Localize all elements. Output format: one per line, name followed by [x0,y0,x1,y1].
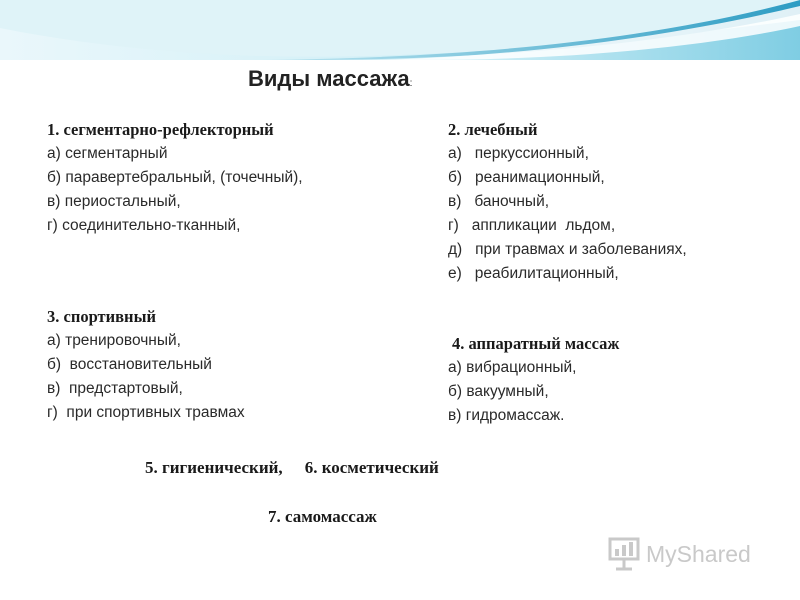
section-heading: 1. сегментарно-рефлекторный [47,120,274,139]
chart-board-icon [608,537,640,571]
list-item: е) реабилитационный, [448,265,619,282]
list-item: а) сегментарный [47,145,168,162]
section-sport [47,305,245,425]
list-item: г) при спортивных травмах [47,404,245,421]
hygienic-cosmetic-line [145,458,439,478]
list-item: г) аппликации льдом, [448,217,616,234]
list-item: а) перкуссионный, [448,145,589,162]
list-item: в) баночный, [448,193,550,210]
list-item: г) соединительно-тканный, [47,217,241,234]
list-item: в) периостальный, [47,193,181,210]
list-item: б) реанимационный, [448,169,605,186]
section-therapeutic [448,118,687,286]
section-heading: 2. лечебный [448,120,538,139]
list-item: б) паравертебральный, (точечный), [47,169,303,186]
list-item: а) тренировочный, [47,332,181,349]
watermark-logo [608,537,751,571]
list-item: д) при травмах и заболеваниях, [448,241,687,258]
logo-text: MyShared [646,540,751,567]
section-segmental [47,118,303,238]
self-massage-label: 7. самомассаж [268,507,377,526]
list-item: б) восстановительный [47,356,212,373]
section-hardware [448,332,619,428]
cosmetic-label: 6. косметический [304,458,439,477]
page-title [248,66,412,92]
list-item: а) вибрационный, [448,359,577,376]
hygienic-label: 5. гигиенический, [145,458,283,477]
list-item: в) предстартовый, [47,380,183,397]
section-heading: 3. спортивный [47,307,156,326]
title-colon: : [409,78,413,89]
list-item: б) вакуумный, [448,383,549,400]
list-item: в) гидромассаж. [448,407,565,424]
section-heading: 4. аппаратный массаж [452,334,620,353]
header-banner [0,0,800,60]
title-text: Виды массажа [248,66,410,91]
